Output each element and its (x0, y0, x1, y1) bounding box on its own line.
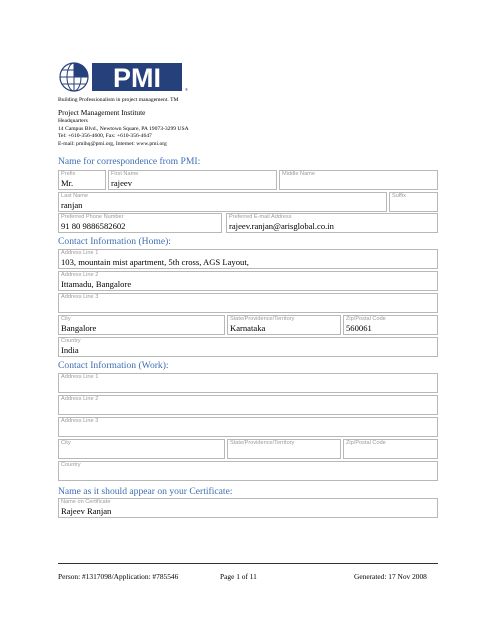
work-zip-field[interactable]: Zip/Postal Code (343, 439, 438, 459)
section-title-work: Contact Information (Work): (58, 360, 169, 371)
hq-address (58, 118, 189, 148)
work-city-field[interactable]: City (58, 439, 225, 459)
footer-ids: Person: #1317098/Application: #785546 (58, 572, 179, 581)
last-name-field[interactable]: Last Name ranjan (58, 192, 387, 212)
home-zip-field[interactable]: Zip/Postal Code 560061 (343, 315, 438, 335)
email-field[interactable]: Preferred E-mail Address rajeev.ranjan@arisglobal.co.in (226, 213, 438, 233)
address-line: 14 Campus Blvd., Newtown Square, PA 19073-3299 USA (58, 125, 189, 132)
tagline: Building Professionalism in project management. TM (58, 97, 179, 103)
home-address-line-1[interactable]: Address Line 1 103, mountain mist apartment, 5th cross, AGS Layout, (58, 249, 438, 269)
home-address-line-3[interactable]: Address Line 3 (58, 293, 438, 313)
pmi-globe-icon (58, 61, 192, 93)
prefix-field[interactable]: Prefix Mr. (58, 170, 106, 190)
logo-text: PMI (112, 63, 162, 93)
section-title-name: Name for correspondence from PMI: (58, 156, 201, 167)
home-country-field[interactable]: Country India (58, 337, 438, 357)
address-line: Headquarters (58, 118, 88, 124)
footer-generated: Generated: 17 Nov 2008 (354, 572, 427, 581)
home-city-field[interactable]: City Bangalore (58, 315, 225, 335)
address-line: Tel: +610-356-4600, Fax: +610-356-4647 (58, 133, 152, 140)
middle-name-field[interactable]: Middle Name (279, 170, 438, 190)
pmi-logo (58, 61, 192, 93)
org-name: Project Management Institute (58, 108, 146, 117)
footer-page-number: Page 1 of 11 (220, 572, 257, 581)
home-state-field[interactable]: State/Providence/Territory Karnataka (227, 315, 341, 335)
work-address-line-1[interactable]: Address Line 1 (58, 373, 438, 393)
work-state-field[interactable]: State/Providence/Territory (227, 439, 341, 459)
svg-text:®: ® (185, 87, 188, 92)
home-address-line-2[interactable]: Address Line 2 Ittamadu, Bangalore (58, 271, 438, 291)
work-address-line-3[interactable]: Address Line 3 (58, 417, 438, 437)
suffix-field[interactable]: Suffix (389, 192, 438, 212)
footer-divider (58, 563, 438, 564)
work-address-line-2[interactable]: Address Line 2 (58, 395, 438, 415)
section-title-certificate: Name as it should appear on your Certificate: (58, 486, 233, 497)
section-title-home: Contact Information (Home): (58, 236, 171, 247)
work-country-field[interactable]: Country (58, 461, 438, 481)
address-line: E-mail: pmihq@pmi.org, Internet: www.pmi.org (58, 140, 167, 147)
phone-field[interactable]: Preferred Phone Number 91 80 9886582602 (58, 213, 222, 233)
certificate-name-field[interactable]: Name on Certificate Rajeev Ranjan (58, 498, 438, 518)
first-name-field[interactable]: First Name rajeev (108, 170, 277, 190)
